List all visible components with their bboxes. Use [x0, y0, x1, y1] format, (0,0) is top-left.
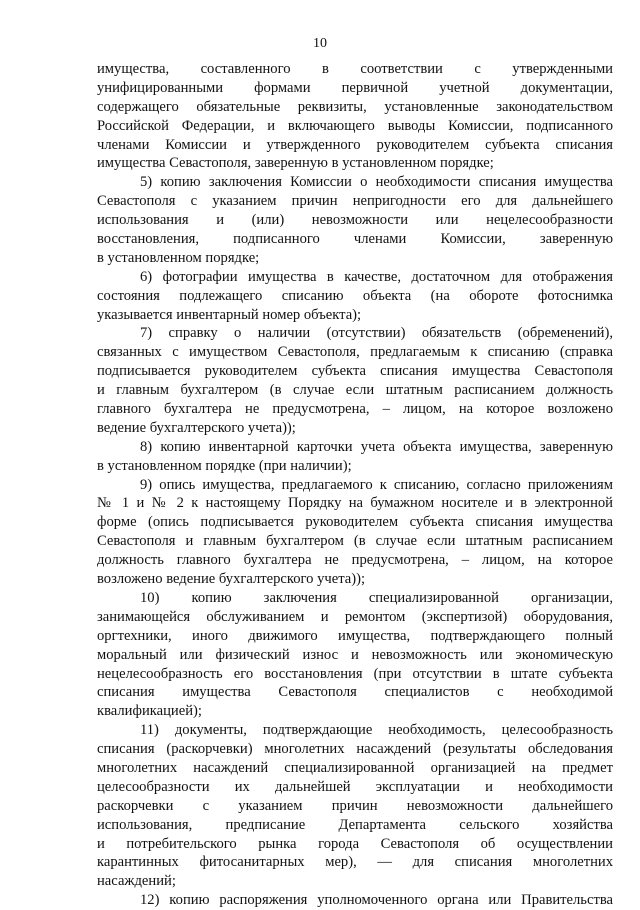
text-line: карантинных фитосанитарных мер), — для списания многолетних [97, 854, 613, 871]
text-line: ведение бухгалтерского учета)); [97, 419, 296, 436]
text-line: квалификацией); [97, 703, 202, 720]
text-line: возложено ведение бухгалтерского учета)); [97, 571, 366, 588]
text-line: 7) справку о наличии (отсутствии) обязательств (обременений), [140, 325, 613, 342]
text-line: 5) копию заключения Комиссии о необходимости списания имущества [140, 174, 613, 191]
text-line: содержащего обязательные реквизиты, установленные законодательством [97, 98, 613, 115]
text-line: насаждений; [97, 873, 176, 890]
text-line: 11) документы, подтверждающие необходимость, целесообразность [140, 722, 613, 739]
text-line: занимающейся обслуживанием и ремонтом (экспертизой) оборудования, [97, 608, 613, 625]
text-line: и потребительского рынка города Севастополя об осуществлении [97, 835, 613, 852]
text-line: имущества Севастополя, заверенную в установленном порядке; [97, 155, 494, 172]
text-line: состояния подлежащего списанию объекта (на обороте фотоснимка [97, 287, 613, 304]
text-line: моральный или физический износ и невозможность или экономическую [97, 646, 613, 663]
text-line: в установленном порядке (при наличии); [97, 457, 352, 474]
text-line: Севастополя с указанием причин непригодности его для дальнейшего [97, 193, 613, 210]
text-line: списания имущества Севастополя специалистов с необходимой [97, 684, 613, 701]
text-line: списания (раскорчевки) многолетних насаждений (результаты обследования [97, 741, 613, 758]
text-line: 9) опись имущества, предлагаемого к списанию, согласно приложениям [140, 476, 613, 493]
text-line: использования, предписание Департамента сельского хозяйства [97, 816, 613, 833]
text-line: Российской Федерации, и включающего выводы Комиссии, подписанного [97, 117, 613, 134]
body-text [97, 60, 613, 910]
text-line: подписывается руководителем субъекта списания имущества Севастополя [97, 363, 613, 380]
text-line: 8) копию инвентарной карточки учета объекта имущества, заверенную [140, 438, 613, 455]
text-line: членами Комиссии и утвержденного руководителем субъекта списания [97, 136, 613, 153]
text-line: восстановления, подписанного членами Комиссии, заверенную [97, 231, 613, 248]
text-line: оргтехники, иного движимого имущества, подтверждающего полный [97, 627, 613, 644]
text-line: 10) копию заключения специализированной организации, [140, 589, 613, 606]
text-line: нецелесообразность его восстановления (при отсутствии в штате субъекта [97, 665, 613, 682]
text-line: главного бухгалтера не предусмотрена, – лицом, на которое возложено [97, 401, 613, 418]
text-line: указывается инвентарный номер объекта); [97, 306, 362, 323]
text-line: № 1 и № 2 к настоящему Порядку на бумажном носителе и в электронной [97, 495, 613, 512]
text-line: имущества, составленного в соответствии с утвержденными [97, 61, 613, 77]
text-line: и главным бухгалтером (в случае если штатным расписанием должность [97, 382, 613, 399]
text-line: 12) копию распоряжения уполномоченного органа или Правительства [140, 892, 613, 909]
text-line: целесообразности их дальнейшей эксплуатации и необходимости [97, 778, 613, 795]
text-line: Севастополя и главным бухгалтером (в случае если штатным расписанием [97, 533, 613, 550]
text-line: унифицированными формами первичной учетной документации, [97, 79, 613, 96]
text-line: 6) фотографии имущества в качестве, достаточном для отображения [140, 268, 613, 285]
page-number: 10 [313, 36, 327, 51]
text-line: должность главного бухгалтера не предусмотрена, – лицом, на которое [97, 552, 613, 569]
text-line: многолетних насаждений специализированной организацией на предмет [97, 759, 613, 776]
text-line: раскорчевки с указанием причин невозможности дальнейшего [97, 797, 613, 814]
text-line: форме (опись подписывается руководителем субъекта списания имущества [97, 514, 613, 531]
text-line: связанных с имуществом Севастополя, предлагаемым к списанию (справка [97, 344, 613, 361]
text-line: в установленном порядке; [97, 249, 260, 266]
text-line: использования и (или) невозможности или нецелесообразности [97, 212, 613, 229]
